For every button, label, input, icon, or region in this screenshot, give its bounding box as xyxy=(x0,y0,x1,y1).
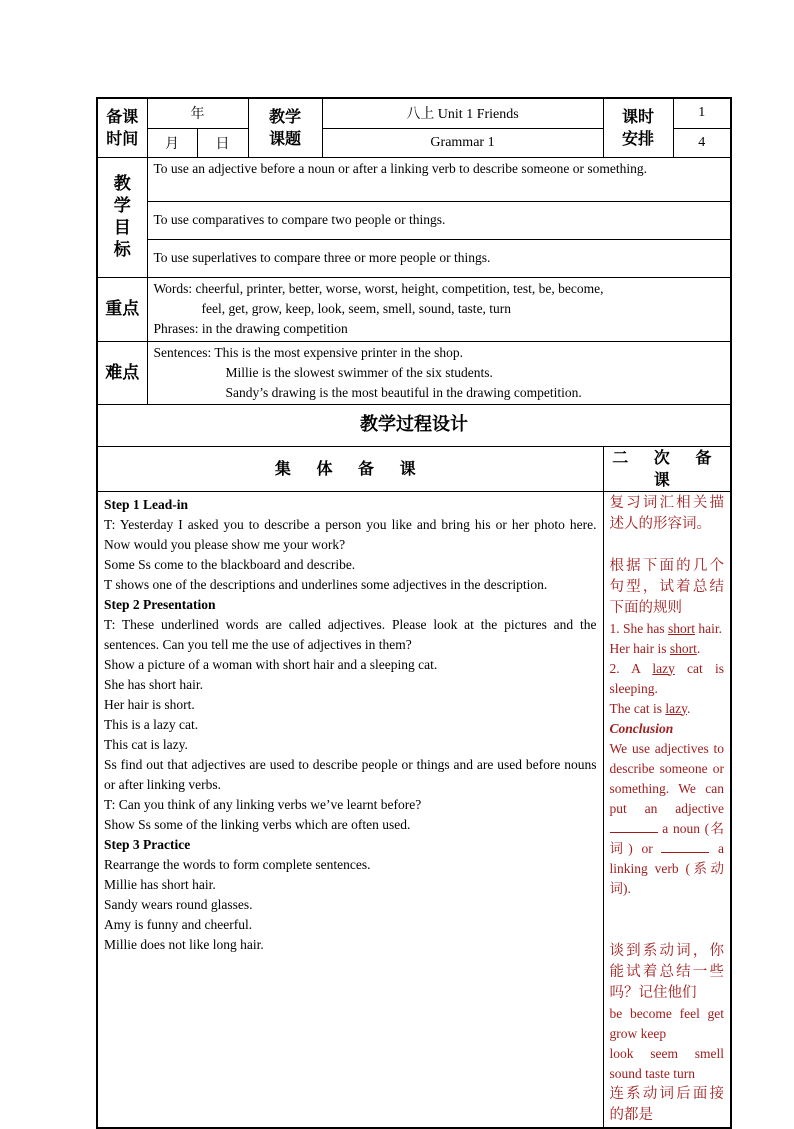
example-sentence: This is a lazy cat. xyxy=(104,716,199,732)
lesson-plan-table xyxy=(96,97,732,1129)
note-after-linking-verbs: 连系动词后面接的都是 xyxy=(609,1085,725,1123)
fill-blank xyxy=(610,819,658,833)
lesson-plan xyxy=(96,97,730,1129)
secondary-prep-content xyxy=(603,491,731,1128)
paragraph: T: Can you think of any linking verbs we’ve learnt before? xyxy=(104,796,422,812)
spacer xyxy=(610,899,725,920)
collective-prep-content xyxy=(97,491,603,1128)
process-title: 教学过程设计 xyxy=(97,404,731,446)
example-sentence: Her hair is short. xyxy=(104,696,195,712)
note-linking-verbs: 谈到系动词，你能试着总结一些吗？记住他们 xyxy=(609,942,725,1001)
prep-time-label: 备课 时间 xyxy=(97,98,147,157)
paragraph: T shows one of the descriptions and underlines some adjectives in the description. xyxy=(104,576,548,592)
difficulties-content xyxy=(147,341,731,404)
underlined-adjective: lazy xyxy=(665,700,687,716)
objective-item: To use superlatives to compare three or more people or things. xyxy=(147,239,731,277)
step-heading: Step 1 Lead-in xyxy=(104,496,189,512)
example-sentence: This cat is lazy. xyxy=(104,736,188,752)
step-heading: Step 2 Presentation xyxy=(104,596,216,612)
paragraph: Show Ss some of the linking verbs which are often used. xyxy=(104,816,411,832)
example-sentence: She has short hair. xyxy=(104,676,203,692)
underlined-adjective: short xyxy=(668,620,696,636)
collective-prep-title: 集 体 备 课 xyxy=(97,446,603,491)
conclusion-heading: Conclusion xyxy=(609,720,674,736)
keypoints-words: Words: cheerful, printer, better, worse, worst, height, competition, test, be, become, xyxy=(153,280,604,296)
example-sentence: Sandy wears round glasses. xyxy=(104,896,253,912)
paragraph: T: These underlined words are called adjectives. Please look at the pictures and the sentences. Can you tell me the use of adjectives in them? xyxy=(104,616,597,652)
fill-blank xyxy=(661,839,709,853)
keypoints-phrases: Phrases: in the drawing competition xyxy=(153,320,348,336)
keypoints-content xyxy=(147,277,731,341)
topic-label: 教学 课题 xyxy=(248,98,322,157)
example-sentence: Millie has short hair. xyxy=(104,876,216,892)
schedule-value2: 4 xyxy=(673,128,731,157)
linking-verbs-list: be become feel get grow keep xyxy=(609,1005,725,1041)
note-review: 复习词汇相关描述人的形容词。 xyxy=(609,494,725,532)
spacer xyxy=(610,920,725,941)
objectives-label: 教 学 目 标 xyxy=(97,157,147,277)
rule-example: 2. A lazy cat is sleeping. xyxy=(609,660,725,696)
rule-example: The cat is lazy. xyxy=(609,700,691,716)
difficulties-sentence: Millie is the slowest swimmer of the six students. xyxy=(225,364,493,380)
paragraph: Some Ss come to the blackboard and describe. xyxy=(104,556,356,572)
step-heading: Step 3 Practice xyxy=(104,836,191,852)
difficulties-label: 难点 xyxy=(97,341,147,404)
schedule-value1: 1 xyxy=(673,98,731,128)
spacer xyxy=(610,535,725,556)
topic-line1: 八上 Unit 1 Friends xyxy=(322,98,603,128)
conclusion-text: We use adjectives to describe someone or something. We can put an adjective a noun (名词) or a linking verb (系动词). xyxy=(609,740,725,896)
difficulties-sentence: Sentences: This is the most expensive printer in the shop. xyxy=(153,344,463,360)
keypoints-words-cont: feel, get, grow, keep, look, seem, smell, sound, taste, turn xyxy=(201,300,512,316)
month-cell: 月 xyxy=(147,128,197,157)
rule-example: Her hair is short. xyxy=(609,640,701,656)
topic-line2: Grammar 1 xyxy=(322,128,603,157)
paragraph: Rearrange the words to form complete sentences. xyxy=(104,856,371,872)
year-cell: 年 xyxy=(147,98,248,128)
secondary-prep-title: 二 次 备 课 xyxy=(603,446,731,491)
keypoints-label: 重点 xyxy=(97,277,147,341)
objective-item: To use an adjective before a noun or after a linking verb to describe someone or something. xyxy=(147,157,731,201)
difficulties-sentence: Sandy’s drawing is the most beautiful in the drawing competition. xyxy=(225,384,582,400)
example-sentence: Amy is funny and cheerful. xyxy=(104,916,253,932)
schedule-label: 课时 安排 xyxy=(603,98,673,157)
note-summarize: 根据下面的几个句型，试着总结下面的规则 xyxy=(609,557,725,616)
rule-example: 1. She has short hair. xyxy=(609,620,723,636)
underlined-adjective: short xyxy=(669,640,697,656)
paragraph: Show a picture of a woman with short hair and a sleeping cat. xyxy=(104,656,438,672)
linking-verbs-list: look seem smell sound taste turn xyxy=(609,1045,725,1081)
paragraph: Ss find out that adjectives are used to describe people or things and are used before nouns or after linking verbs. xyxy=(104,756,597,792)
example-sentence: Millie does not like long hair. xyxy=(104,936,264,952)
day-cell: 日 xyxy=(197,128,248,157)
underlined-adjective: lazy xyxy=(652,660,675,676)
paragraph: T: Yesterday I asked you to describe a person you like and bring his or her photo here. Now would you please show me your work? xyxy=(104,516,597,552)
objective-item: To use comparatives to compare two people or things. xyxy=(147,201,731,239)
